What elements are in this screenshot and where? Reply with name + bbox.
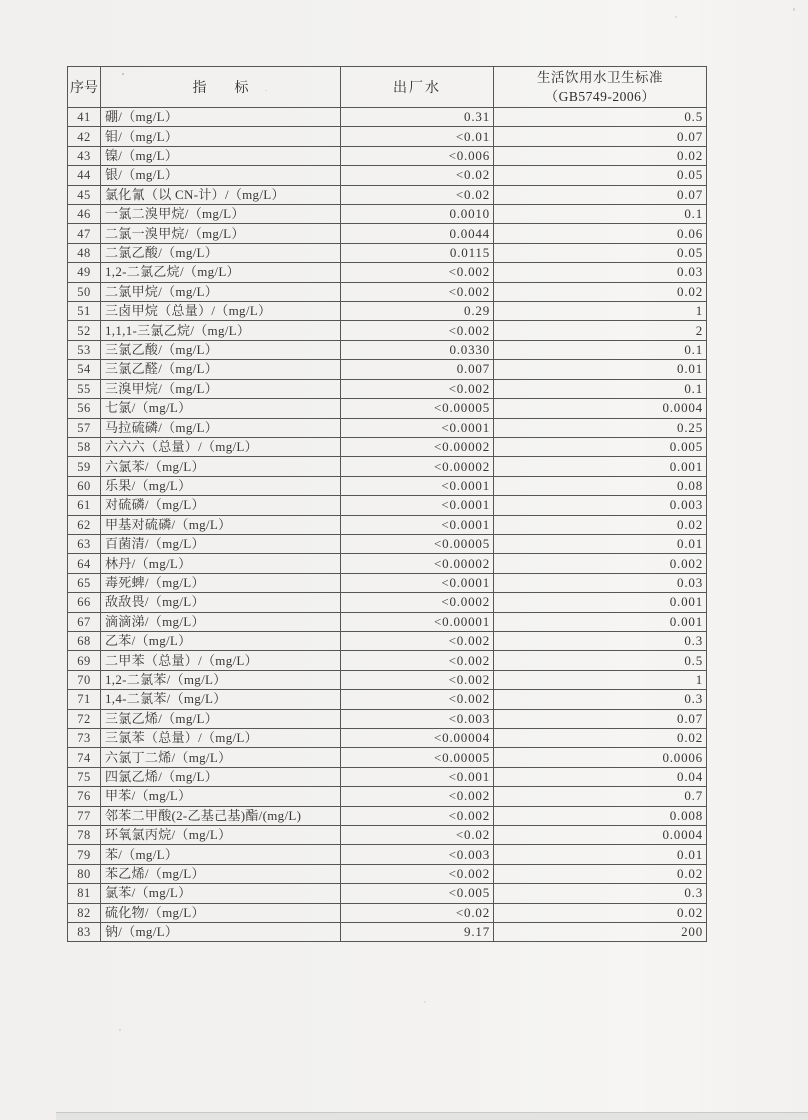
table-row <box>68 224 707 243</box>
row-outlet-value: <0.0001 <box>341 515 494 534</box>
table-row <box>68 457 707 476</box>
standard-header-line1: 生活饮用水卫生标准 <box>537 70 663 85</box>
row-index: 57 <box>68 418 101 437</box>
row-indicator: 二甲苯（总量）/（mg/L） <box>101 651 341 670</box>
row-outlet-value: 0.31 <box>341 108 494 127</box>
row-indicator: 硼/（mg/L） <box>101 108 341 127</box>
row-outlet-value: <0.003 <box>341 845 494 864</box>
row-outlet-value: <0.00002 <box>341 457 494 476</box>
row-standard-value: 0.05 <box>494 243 707 262</box>
row-outlet-value: <0.00002 <box>341 437 494 456</box>
row-index: 48 <box>68 243 101 262</box>
table-row <box>68 554 707 573</box>
row-index: 80 <box>68 864 101 883</box>
table-row <box>68 748 707 767</box>
row-index: 50 <box>68 282 101 301</box>
row-index: 70 <box>68 670 101 689</box>
row-index: 52 <box>68 321 101 340</box>
row-outlet-value: <0.002 <box>341 651 494 670</box>
row-indicator: 林丹/（mg/L） <box>101 554 341 573</box>
table-row <box>68 670 707 689</box>
row-standard-value: 0.0006 <box>494 748 707 767</box>
row-index: 76 <box>68 787 101 806</box>
row-standard-value: 0.05 <box>494 166 707 185</box>
row-indicator: 对硫磷/（mg/L） <box>101 496 341 515</box>
table-row <box>68 612 707 631</box>
row-outlet-value: <0.003 <box>341 709 494 728</box>
table-row <box>68 729 707 748</box>
row-standard-value: 0.3 <box>494 884 707 903</box>
table-row <box>68 360 707 379</box>
row-indicator: 二氯甲烷/（mg/L） <box>101 282 341 301</box>
row-outlet-value: 0.29 <box>341 302 494 321</box>
table-row <box>68 321 707 340</box>
row-outlet-value: <0.00005 <box>341 399 494 418</box>
row-indicator: 镍/（mg/L） <box>101 146 341 165</box>
row-outlet-value: 0.0044 <box>341 224 494 243</box>
table-row <box>68 476 707 495</box>
table-row <box>68 806 707 825</box>
row-standard-value: 0.07 <box>494 127 707 146</box>
row-standard-value: 1 <box>494 302 707 321</box>
row-indicator: 三氯苯（总量）/（mg/L） <box>101 729 341 748</box>
row-index: 68 <box>68 631 101 650</box>
row-index: 59 <box>68 457 101 476</box>
table-row <box>68 787 707 806</box>
scan-speck <box>424 1001 426 1003</box>
row-outlet-value: <0.00004 <box>341 729 494 748</box>
row-outlet-value: <0.005 <box>341 884 494 903</box>
row-outlet-value: <0.00001 <box>341 612 494 631</box>
row-index: 75 <box>68 767 101 786</box>
row-outlet-value: 0.0330 <box>341 340 494 359</box>
table-row <box>68 884 707 903</box>
row-indicator: 三氯乙醛/（mg/L） <box>101 360 341 379</box>
table-row <box>68 108 707 127</box>
row-indicator: 敌敌畏/（mg/L） <box>101 593 341 612</box>
row-standard-value: 0.001 <box>494 457 707 476</box>
table-row <box>68 767 707 786</box>
row-indicator: 百菌清/（mg/L） <box>101 534 341 553</box>
column-header-standard <box>494 67 707 108</box>
row-standard-value: 1 <box>494 670 707 689</box>
row-standard-value: 0.07 <box>494 185 707 204</box>
row-index: 60 <box>68 476 101 495</box>
row-indicator: 乐果/（mg/L） <box>101 476 341 495</box>
row-standard-value: 0.08 <box>494 476 707 495</box>
row-standard-value: 0.01 <box>494 845 707 864</box>
table-row <box>68 399 707 418</box>
row-indicator: 1,1,1-三氯乙烷/（mg/L） <box>101 321 341 340</box>
row-index: 49 <box>68 263 101 282</box>
table-row <box>68 826 707 845</box>
table-row <box>68 340 707 359</box>
row-outlet-value: <0.02 <box>341 166 494 185</box>
row-index: 55 <box>68 379 101 398</box>
row-outlet-value: <0.002 <box>341 631 494 650</box>
table-row <box>68 379 707 398</box>
row-standard-value: 0.02 <box>494 864 707 883</box>
table-row <box>68 534 707 553</box>
table-row <box>68 205 707 224</box>
row-indicator: 苯/（mg/L） <box>101 845 341 864</box>
scan-speck <box>675 16 677 18</box>
row-outlet-value: <0.00005 <box>341 534 494 553</box>
table-row <box>68 651 707 670</box>
row-standard-value: 0.1 <box>494 340 707 359</box>
row-standard-value: 0.001 <box>494 593 707 612</box>
scan-speck <box>793 8 795 11</box>
row-indicator: 1,2-二氯苯/（mg/L） <box>101 670 341 689</box>
table-body <box>68 108 707 942</box>
row-outlet-value: <0.002 <box>341 864 494 883</box>
row-standard-value: 0.5 <box>494 651 707 670</box>
row-outlet-value: <0.02 <box>341 185 494 204</box>
row-outlet-value: <0.002 <box>341 379 494 398</box>
row-standard-value: 0.0004 <box>494 399 707 418</box>
column-header-indicator: 指 标 <box>101 67 341 108</box>
row-index: 41 <box>68 108 101 127</box>
row-indicator: 一氯二溴甲烷/（mg/L） <box>101 205 341 224</box>
row-standard-value: 0.02 <box>494 515 707 534</box>
row-standard-value: 0.1 <box>494 205 707 224</box>
row-standard-value: 0.01 <box>494 360 707 379</box>
row-indicator: 甲苯/（mg/L） <box>101 787 341 806</box>
row-index: 61 <box>68 496 101 515</box>
row-index: 72 <box>68 709 101 728</box>
row-index: 73 <box>68 729 101 748</box>
row-standard-value: 0.5 <box>494 108 707 127</box>
table-row <box>68 864 707 883</box>
row-index: 46 <box>68 205 101 224</box>
row-indicator: 七氯/（mg/L） <box>101 399 341 418</box>
table-row <box>68 515 707 534</box>
row-indicator: 四氯乙烯/（mg/L） <box>101 767 341 786</box>
row-indicator: 苯乙烯/（mg/L） <box>101 864 341 883</box>
table-row <box>68 302 707 321</box>
row-outlet-value: <0.0001 <box>341 573 494 592</box>
row-standard-value: 0.02 <box>494 903 707 922</box>
table-header <box>68 67 707 108</box>
row-standard-value: 0.3 <box>494 631 707 650</box>
water-quality-table <box>67 66 707 942</box>
row-indicator: 三卤甲烷（总量）/（mg/L） <box>101 302 341 321</box>
row-standard-value: 0.3 <box>494 690 707 709</box>
table-row <box>68 146 707 165</box>
row-outlet-value: <0.002 <box>341 263 494 282</box>
table-row <box>68 573 707 592</box>
row-index: 71 <box>68 690 101 709</box>
row-index: 62 <box>68 515 101 534</box>
row-index: 69 <box>68 651 101 670</box>
row-standard-value: 0.07 <box>494 709 707 728</box>
table-row <box>68 282 707 301</box>
row-indicator: 二氯一溴甲烷/（mg/L） <box>101 224 341 243</box>
row-standard-value: 0.0004 <box>494 826 707 845</box>
row-indicator: 1,2-二氯乙烷/（mg/L） <box>101 263 341 282</box>
row-outlet-value: <0.0002 <box>341 593 494 612</box>
row-indicator: 滴滴涕/（mg/L） <box>101 612 341 631</box>
row-outlet-value: <0.01 <box>341 127 494 146</box>
row-index: 63 <box>68 534 101 553</box>
row-standard-value: 0.03 <box>494 573 707 592</box>
row-index: 82 <box>68 903 101 922</box>
table-row <box>68 923 707 942</box>
row-standard-value: 0.001 <box>494 612 707 631</box>
row-outlet-value: <0.001 <box>341 767 494 786</box>
row-index: 77 <box>68 806 101 825</box>
table-row <box>68 127 707 146</box>
row-indicator: 马拉硫磷/（mg/L） <box>101 418 341 437</box>
row-indicator: 六氯苯/（mg/L） <box>101 457 341 476</box>
row-indicator: 钼/（mg/L） <box>101 127 341 146</box>
row-indicator: 环氧氯丙烷/（mg/L） <box>101 826 341 845</box>
row-standard-value: 0.7 <box>494 787 707 806</box>
table-row <box>68 845 707 864</box>
row-outlet-value: <0.002 <box>341 282 494 301</box>
row-standard-value: 0.01 <box>494 534 707 553</box>
row-outlet-value: <0.02 <box>341 826 494 845</box>
row-outlet-value: 0.007 <box>341 360 494 379</box>
row-index: 42 <box>68 127 101 146</box>
row-index: 78 <box>68 826 101 845</box>
row-standard-value: 0.005 <box>494 437 707 456</box>
row-standard-value: 0.02 <box>494 146 707 165</box>
row-indicator: 毒死蜱/（mg/L） <box>101 573 341 592</box>
row-outlet-value: 0.0010 <box>341 205 494 224</box>
table-row <box>68 690 707 709</box>
table-row <box>68 709 707 728</box>
row-standard-value: 0.02 <box>494 282 707 301</box>
row-outlet-value: <0.002 <box>341 806 494 825</box>
table-row <box>68 166 707 185</box>
row-standard-value: 2 <box>494 321 707 340</box>
header-row <box>68 67 707 108</box>
row-indicator: 银/（mg/L） <box>101 166 341 185</box>
column-header-outlet-water: 出厂水 <box>341 67 494 108</box>
table-row <box>68 263 707 282</box>
table-row <box>68 631 707 650</box>
row-index: 74 <box>68 748 101 767</box>
row-outlet-value: <0.0001 <box>341 476 494 495</box>
row-outlet-value: <0.002 <box>341 321 494 340</box>
table-row <box>68 243 707 262</box>
table-row <box>68 418 707 437</box>
table-row <box>68 903 707 922</box>
row-standard-value: 0.002 <box>494 554 707 573</box>
row-index: 44 <box>68 166 101 185</box>
row-index: 51 <box>68 302 101 321</box>
standard-header-line2: （GB5749-2006） <box>544 89 656 104</box>
row-index: 64 <box>68 554 101 573</box>
row-indicator: 硫化物/（mg/L） <box>101 903 341 922</box>
row-standard-value: 0.06 <box>494 224 707 243</box>
row-outlet-value: 0.0115 <box>341 243 494 262</box>
row-indicator: 六六六（总量）/（mg/L） <box>101 437 341 456</box>
row-outlet-value: <0.0001 <box>341 496 494 515</box>
row-indicator: 乙苯/（mg/L） <box>101 631 341 650</box>
row-indicator: 氯苯/（mg/L） <box>101 884 341 903</box>
row-standard-value: 0.003 <box>494 496 707 515</box>
row-standard-value: 0.03 <box>494 263 707 282</box>
row-outlet-value: <0.00005 <box>341 748 494 767</box>
row-outlet-value: <0.02 <box>341 903 494 922</box>
row-indicator: 1,4-二氯苯/（mg/L） <box>101 690 341 709</box>
row-indicator: 三氯乙酸/（mg/L） <box>101 340 341 359</box>
row-outlet-value: <0.002 <box>341 787 494 806</box>
row-index: 58 <box>68 437 101 456</box>
row-indicator: 三溴甲烷/（mg/L） <box>101 379 341 398</box>
row-standard-value: 0.1 <box>494 379 707 398</box>
row-standard-value: 0.02 <box>494 729 707 748</box>
row-standard-value: 0.04 <box>494 767 707 786</box>
row-index: 56 <box>68 399 101 418</box>
row-indicator: 六氯丁二烯/（mg/L） <box>101 748 341 767</box>
row-index: 83 <box>68 923 101 942</box>
row-index: 53 <box>68 340 101 359</box>
table-row <box>68 437 707 456</box>
row-index: 43 <box>68 146 101 165</box>
table-row <box>68 185 707 204</box>
row-index: 47 <box>68 224 101 243</box>
row-outlet-value: <0.002 <box>341 690 494 709</box>
row-standard-value: 0.25 <box>494 418 707 437</box>
row-index: 54 <box>68 360 101 379</box>
row-indicator: 甲基对硫磷/（mg/L） <box>101 515 341 534</box>
row-outlet-value: <0.002 <box>341 670 494 689</box>
table-row <box>68 496 707 515</box>
row-outlet-value: <0.006 <box>341 146 494 165</box>
row-standard-value: 0.008 <box>494 806 707 825</box>
row-outlet-value: <0.0001 <box>341 418 494 437</box>
scan-speck <box>119 1029 121 1031</box>
row-outlet-value: 9.17 <box>341 923 494 942</box>
row-indicator: 邻苯二甲酸(2-乙基己基)酯/(mg/L) <box>101 806 341 825</box>
row-indicator: 氯化氰（以 CN-计）/（mg/L） <box>101 185 341 204</box>
row-index: 79 <box>68 845 101 864</box>
column-header-index: 序号 <box>68 67 101 108</box>
row-indicator: 钠/（mg/L） <box>101 923 341 942</box>
row-standard-value: 200 <box>494 923 707 942</box>
table-row <box>68 593 707 612</box>
row-index: 45 <box>68 185 101 204</box>
row-index: 66 <box>68 593 101 612</box>
row-indicator: 二氯乙酸/（mg/L） <box>101 243 341 262</box>
row-indicator: 三氯乙烯/（mg/L） <box>101 709 341 728</box>
row-index: 81 <box>68 884 101 903</box>
row-outlet-value: <0.00002 <box>341 554 494 573</box>
row-index: 65 <box>68 573 101 592</box>
row-index: 67 <box>68 612 101 631</box>
scanner-edge-band <box>56 1113 808 1120</box>
